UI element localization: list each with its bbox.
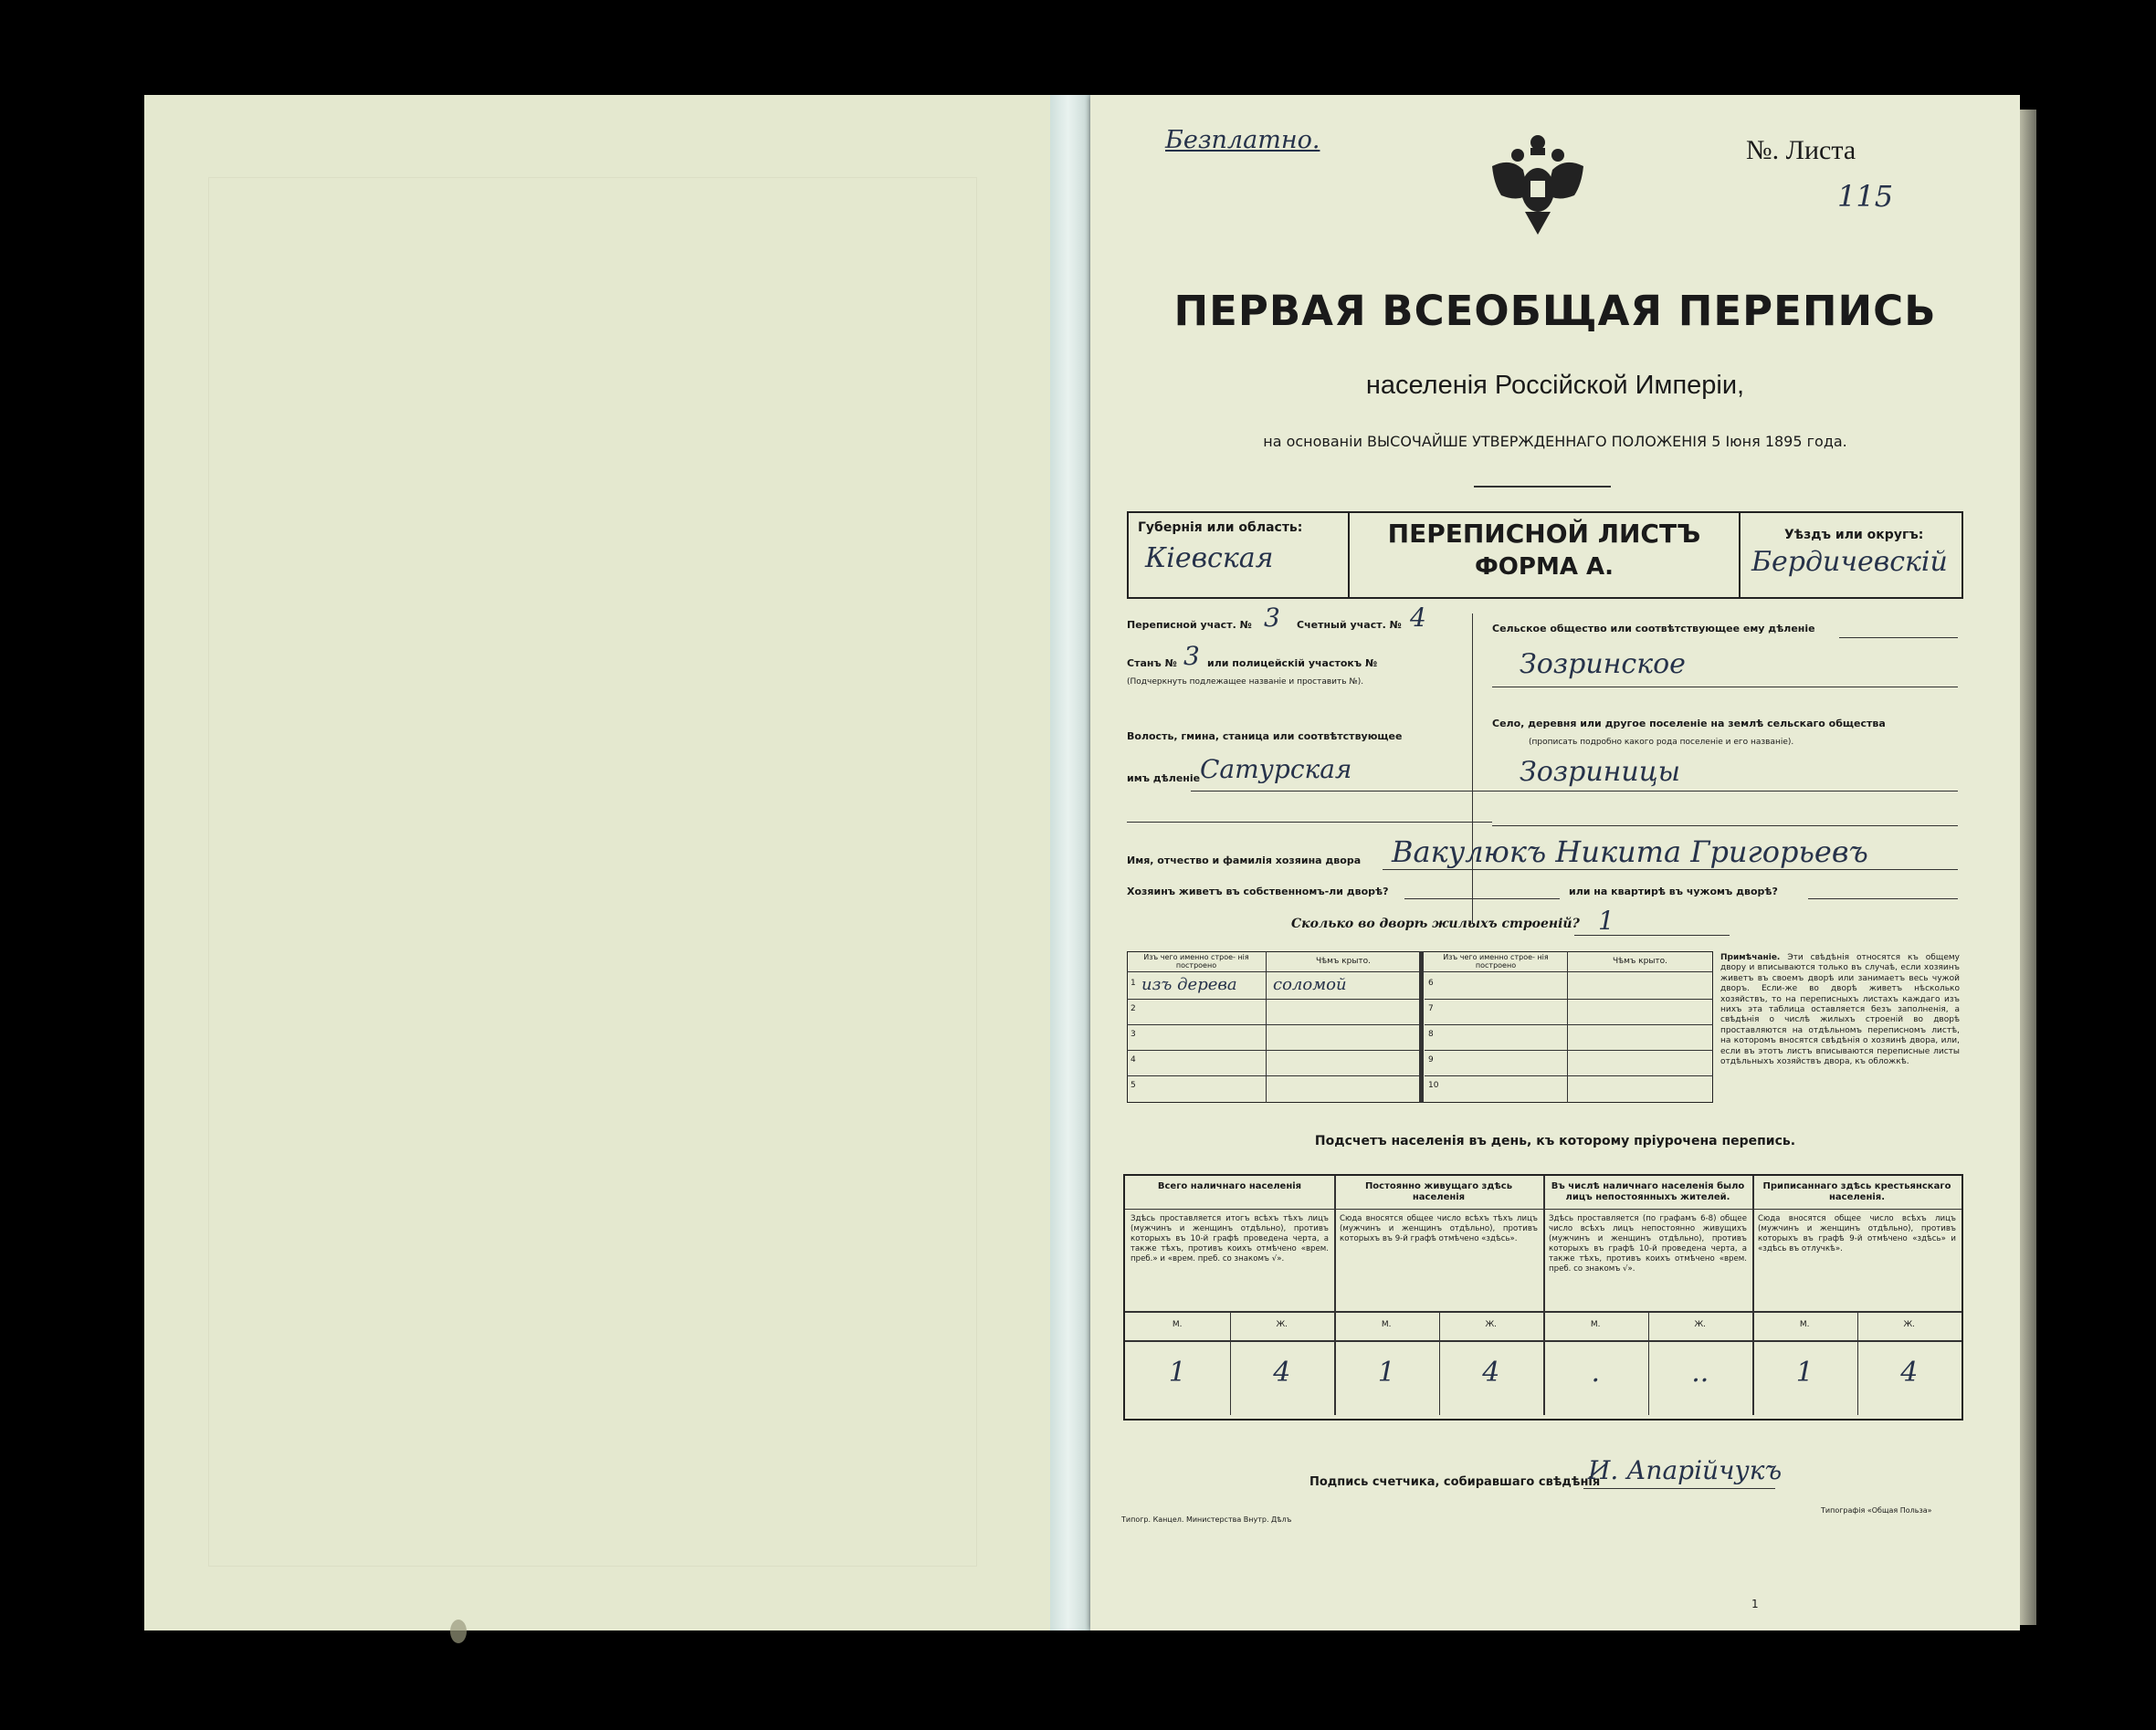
field-divider bbox=[1472, 613, 1473, 924]
summary-col-desc: Здѣсь проставляется (по графамъ 6-8) общее число всѣхъ лицъ непостоянно живущихъ (мужчинъ и женщинъ отдѣльно), противъ которыхъ въ графѣ 10-й проведена черта, а также тѣхъ, противъ коихъ отмѣчено «врем. преб. со знакомъ √». bbox=[1549, 1214, 1747, 1274]
uezd-value: Бердичевскій bbox=[1751, 546, 1948, 578]
summary-col-desc: Здѣсь проставляется итогъ всѣхъ тѣхъ лицъ (мужчинъ и женщинъ отдѣльно), противъ которыхъ въ 10-й графѣ проведена черта, а также тѣхъ, противъ коихъ отмѣчено «врем. преб.» и «врем. преб. со знакомъ √». bbox=[1131, 1214, 1329, 1263]
stan-label: Станъ № bbox=[1127, 657, 1177, 669]
volost-label: Волость, гмина, станица или соотвѣтствующее bbox=[1127, 730, 1403, 742]
summary-title: Подсчетъ населенія въ день, къ которому пріурочена перепись. bbox=[1314, 1134, 1796, 1148]
uezd-label: Уѣздъ или округъ: bbox=[1784, 528, 1924, 542]
owner-lives-own-label: Хозяинъ живетъ въ собственномъ-ли дворѣ? bbox=[1127, 886, 1389, 897]
summary-col-desc: Сюда вносятся общее число всѣхъ тѣхъ лицъ (мужчинъ и женщинъ отдѣльно), противъ которыхъ въ 9-й графѣ отмѣчено «здѣсь». bbox=[1340, 1214, 1538, 1243]
census-form-page bbox=[1090, 95, 2020, 1630]
gubernia-label: Губернія или область: bbox=[1138, 520, 1303, 535]
page-mark: 1 bbox=[1751, 1598, 1759, 1610]
buildings-row-line bbox=[1127, 999, 1419, 1000]
summary-sex-label: М. bbox=[1172, 1320, 1183, 1329]
owner-name-label: Имя, отчество и фамилія хозяина двора bbox=[1127, 855, 1362, 866]
society-value: Зозринское bbox=[1520, 648, 1686, 680]
printer-left: Типогр. Канцел. Министерства Внутр. Дѣлъ bbox=[1121, 1515, 1292, 1524]
summary-value: 4 bbox=[1273, 1357, 1291, 1389]
summary-col-head: Приписаннаго здѣсь крестьянскаго населенія. bbox=[1762, 1181, 1951, 1202]
buildings-col-line bbox=[1567, 951, 1568, 1103]
society-line bbox=[1839, 637, 1958, 638]
census-district-value: 3 bbox=[1264, 603, 1280, 633]
signature-label: Подпись счетчика, собиравшаго свѣдѣнія bbox=[1309, 1475, 1601, 1489]
buildings-row-roof: соломой bbox=[1273, 975, 1347, 994]
village-value: Зозриницы bbox=[1520, 756, 1681, 788]
buildings-row-number: 2 bbox=[1131, 1004, 1136, 1013]
buildings-row-line bbox=[1425, 999, 1713, 1000]
count-district-value: 4 bbox=[1410, 603, 1426, 633]
summary-sex-label: Ж. bbox=[1903, 1320, 1916, 1329]
gubernia-value: Кіевская bbox=[1145, 542, 1274, 574]
buildings-note-title: Примѣчаніе. bbox=[1720, 953, 1781, 962]
owner-lives-other-line bbox=[1808, 898, 1958, 899]
left-page bbox=[144, 95, 1050, 1630]
volost-blank-line bbox=[1127, 822, 1492, 823]
summary-sex-label: Ж. bbox=[1694, 1320, 1707, 1329]
summary-sex-label: Ж. bbox=[1276, 1320, 1288, 1329]
summary-sex-label: М. bbox=[1590, 1320, 1601, 1329]
left-page-bleed-through bbox=[208, 177, 977, 1567]
form-title: ПЕРЕПИСНОЙ ЛИСТЪ bbox=[1387, 519, 1701, 549]
stan-value: 3 bbox=[1183, 641, 1200, 671]
buildings-table-split bbox=[1419, 951, 1424, 1103]
free-label: Безплатно. bbox=[1165, 126, 1320, 154]
buildings-row-number: 3 bbox=[1131, 1030, 1136, 1039]
buildings-row-number: 1 bbox=[1131, 979, 1136, 988]
village-blank-line bbox=[1492, 825, 1958, 826]
sheet-number-label: №. Листа bbox=[1746, 135, 1856, 165]
summary-value: 4 bbox=[1482, 1357, 1500, 1389]
summary-value: 1 bbox=[1168, 1357, 1186, 1389]
census-title: ПЕРВАЯ ВСЕОБЩАЯ ПЕРЕПИСЬ bbox=[1173, 287, 1937, 335]
buildings-row-line bbox=[1425, 1075, 1713, 1076]
summary-head-line bbox=[1125, 1209, 1961, 1210]
buildings-row-line bbox=[1127, 1024, 1419, 1025]
imperial-eagle-icon bbox=[1483, 130, 1593, 239]
village-label: Село, деревня или другое поселеніе на землѣ сельскаго общества bbox=[1492, 718, 1886, 729]
buildings-col-material-2: Изъ чего именно строе- нія построено bbox=[1443, 953, 1549, 970]
buildings-col-line bbox=[1266, 951, 1267, 1103]
buildings-col-roof: Чѣмъ крыто. bbox=[1315, 957, 1372, 966]
buildings-row-line bbox=[1425, 1050, 1713, 1051]
summary-value: 4 bbox=[1900, 1357, 1919, 1389]
buildings-col-material: Изъ чего именно строе- нія построено bbox=[1143, 953, 1249, 970]
society-label: Сельское общество или соотвѣтствующее ему дѣленіе bbox=[1492, 623, 1815, 634]
summary-value-line bbox=[1125, 1340, 1961, 1342]
signature-line bbox=[1583, 1488, 1775, 1489]
buildings-row-number: 6 bbox=[1428, 979, 1434, 988]
buildings-note-text: Эти свѣдѣнія относятся къ общему двору и вписываются только въ случаѣ, если хозяинъ живетъ въ своемъ дворѣ или занимаетъ весь чужой дворъ. Если-же во дворѣ живетъ нѣсколько хозяйствъ, то на переписныхъ листахъ каждаго изъ нихъ эта таблица оставляется безъ заполненія, а свѣдѣнія о числѣ жилыхъ строеній во дворѣ проставляются на отдѣльномъ переписномъ листѣ, на которомъ вносятся свѣдѣнія о хозяинѣ двора, или, если въ этотъ листъ вписываются переписные листы отдѣльныхъ хозяйствъ двора, къ обложкѣ. bbox=[1720, 953, 1960, 1067]
buildings-row-number: 5 bbox=[1131, 1081, 1136, 1090]
summary-col-desc: Сюда вносятся общее число всѣхъ лицъ (мужчинъ и женщинъ отдѣльно), противъ которыхъ въ графѣ 9-й отмѣчено «здѣсь» и «здѣсь въ отлучкѣ». bbox=[1758, 1214, 1956, 1253]
volost-label-2: имъ дѣленіе bbox=[1127, 772, 1201, 784]
buildings-table-header-line bbox=[1127, 971, 1713, 972]
owner-name-line bbox=[1383, 869, 1958, 870]
buildings-count-value: 1 bbox=[1598, 906, 1614, 936]
owner-name-value: Вакулюкъ Никита Григорьевъ bbox=[1392, 834, 1868, 869]
owner-lives-own-line bbox=[1404, 898, 1560, 899]
printer-right: Типографія «Общая Польза» bbox=[1821, 1506, 1932, 1515]
buildings-note bbox=[1720, 953, 1960, 1067]
count-district-label: Счетный участ. № bbox=[1297, 619, 1402, 631]
decorative-divider bbox=[1474, 486, 1611, 488]
book-gutter bbox=[1050, 95, 1090, 1630]
legal-basis-line: на основаніи ВЫСОЧАЙШЕ УТВЕРЖДЕННАГО ПОЛОЖЕНІЯ 5 Іюня 1895 года. bbox=[1263, 433, 1847, 450]
buildings-col-roof-2: Чѣмъ крыто. bbox=[1612, 957, 1668, 966]
census-district-label: Переписной участ. № bbox=[1127, 619, 1252, 631]
page-edge bbox=[2020, 110, 2036, 1625]
police-label: или полицейскій участокъ № bbox=[1207, 657, 1378, 669]
buildings-row-number: 10 bbox=[1428, 1081, 1439, 1090]
owner-lives-other-label: или на квартирѣ въ чужомъ дворѣ? bbox=[1569, 886, 1778, 897]
summary-col-head: Всего наличнаго населенія bbox=[1157, 1181, 1302, 1191]
volost-line bbox=[1191, 791, 1492, 792]
police-note: (Подчеркнуть подлежащее названіе и проставить №). bbox=[1127, 677, 1364, 687]
buildings-row-material: изъ дерева bbox=[1141, 975, 1237, 994]
signature-value: И. Апарійчукъ bbox=[1588, 1455, 1783, 1485]
buildings-count-line bbox=[1574, 935, 1730, 936]
buildings-row-number: 7 bbox=[1428, 1004, 1434, 1013]
summary-value: 1 bbox=[1795, 1357, 1814, 1389]
form-subtitle: ФОРМА А. bbox=[1475, 553, 1614, 581]
ink-stain bbox=[450, 1620, 467, 1643]
sheet-number-value: 115 bbox=[1837, 179, 1894, 214]
village-line bbox=[1492, 791, 1958, 792]
summary-col-head: Въ числѣ наличнаго населенія было лицъ непостоянныхъ жителей. bbox=[1551, 1181, 1745, 1202]
summary-sex-label: Ж. bbox=[1485, 1320, 1498, 1329]
buildings-row-number: 9 bbox=[1428, 1055, 1434, 1064]
summary-sex-label: М. bbox=[1799, 1320, 1810, 1329]
village-note: (прописать подробно какого рода поселеніе и его названіе). bbox=[1529, 738, 1794, 747]
buildings-count-label: Сколько во дворѣ жилыхъ строеній? bbox=[1291, 917, 1580, 931]
summary-value: 1 bbox=[1377, 1357, 1395, 1389]
buildings-row-line bbox=[1127, 1075, 1419, 1076]
summary-value: .. bbox=[1691, 1357, 1709, 1389]
summary-sex-label: М. bbox=[1381, 1320, 1392, 1329]
buildings-row-line bbox=[1425, 1024, 1713, 1025]
volost-value: Сатурская bbox=[1200, 754, 1352, 784]
buildings-row-number: 8 bbox=[1428, 1030, 1434, 1039]
summary-value: . bbox=[1591, 1357, 1601, 1389]
buildings-row-number: 4 bbox=[1131, 1055, 1136, 1064]
summary-sex-line bbox=[1125, 1311, 1961, 1313]
census-subtitle: населенія Россійской Имперіи, bbox=[1365, 371, 1745, 400]
summary-col-head: Постоянно живущаго здѣсь населенія bbox=[1364, 1181, 1513, 1202]
buildings-row-line bbox=[1127, 1050, 1419, 1051]
